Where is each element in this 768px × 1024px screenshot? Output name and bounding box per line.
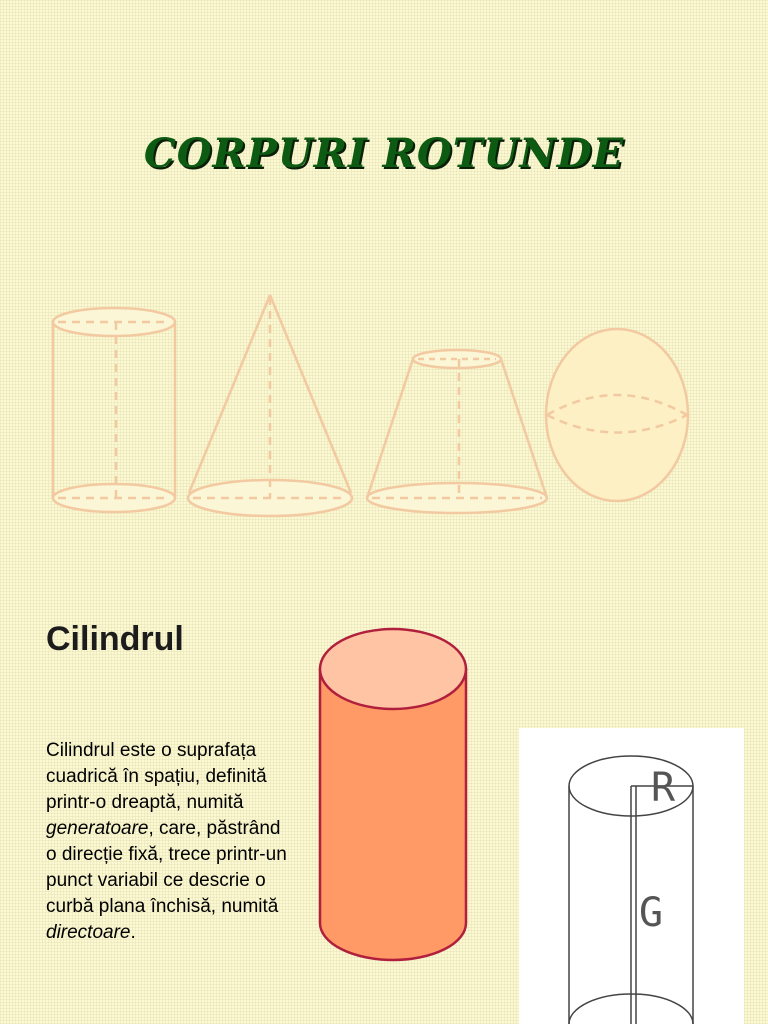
cylinder-outline	[53, 308, 175, 512]
cylinder-3d-svg	[315, 625, 475, 970]
frustum-outline	[367, 350, 547, 513]
cylinder-3d-illustration	[315, 625, 475, 975]
solids-illustration	[40, 285, 700, 530]
term-generatoare: generatoare	[46, 818, 149, 839]
definition-text-3: .	[130, 922, 136, 943]
definition-text-2: , care, păstrând o direcție fixă, trece printr-un punct variabil ce descrie o curbă plana închisă, numită	[46, 818, 287, 917]
section-heading: Cilindrul	[46, 620, 184, 658]
radius-label: R	[651, 765, 676, 811]
sphere-outline	[546, 329, 688, 501]
page-title: CORPURI ROTUNDE	[143, 130, 625, 177]
generator-label: G	[639, 890, 664, 936]
solids-svg	[40, 285, 700, 525]
term-directoare: directoare	[46, 922, 131, 943]
cylinder-diagram-svg	[519, 728, 744, 1024]
cone-outline	[188, 295, 352, 516]
definition-text-1: Cilindrul este o suprafața cuadrică în spațiu, definită printr-o dreaptă, numită	[46, 740, 267, 813]
cylinder-diagram	[519, 728, 744, 1024]
cylinder-definition	[46, 738, 296, 946]
